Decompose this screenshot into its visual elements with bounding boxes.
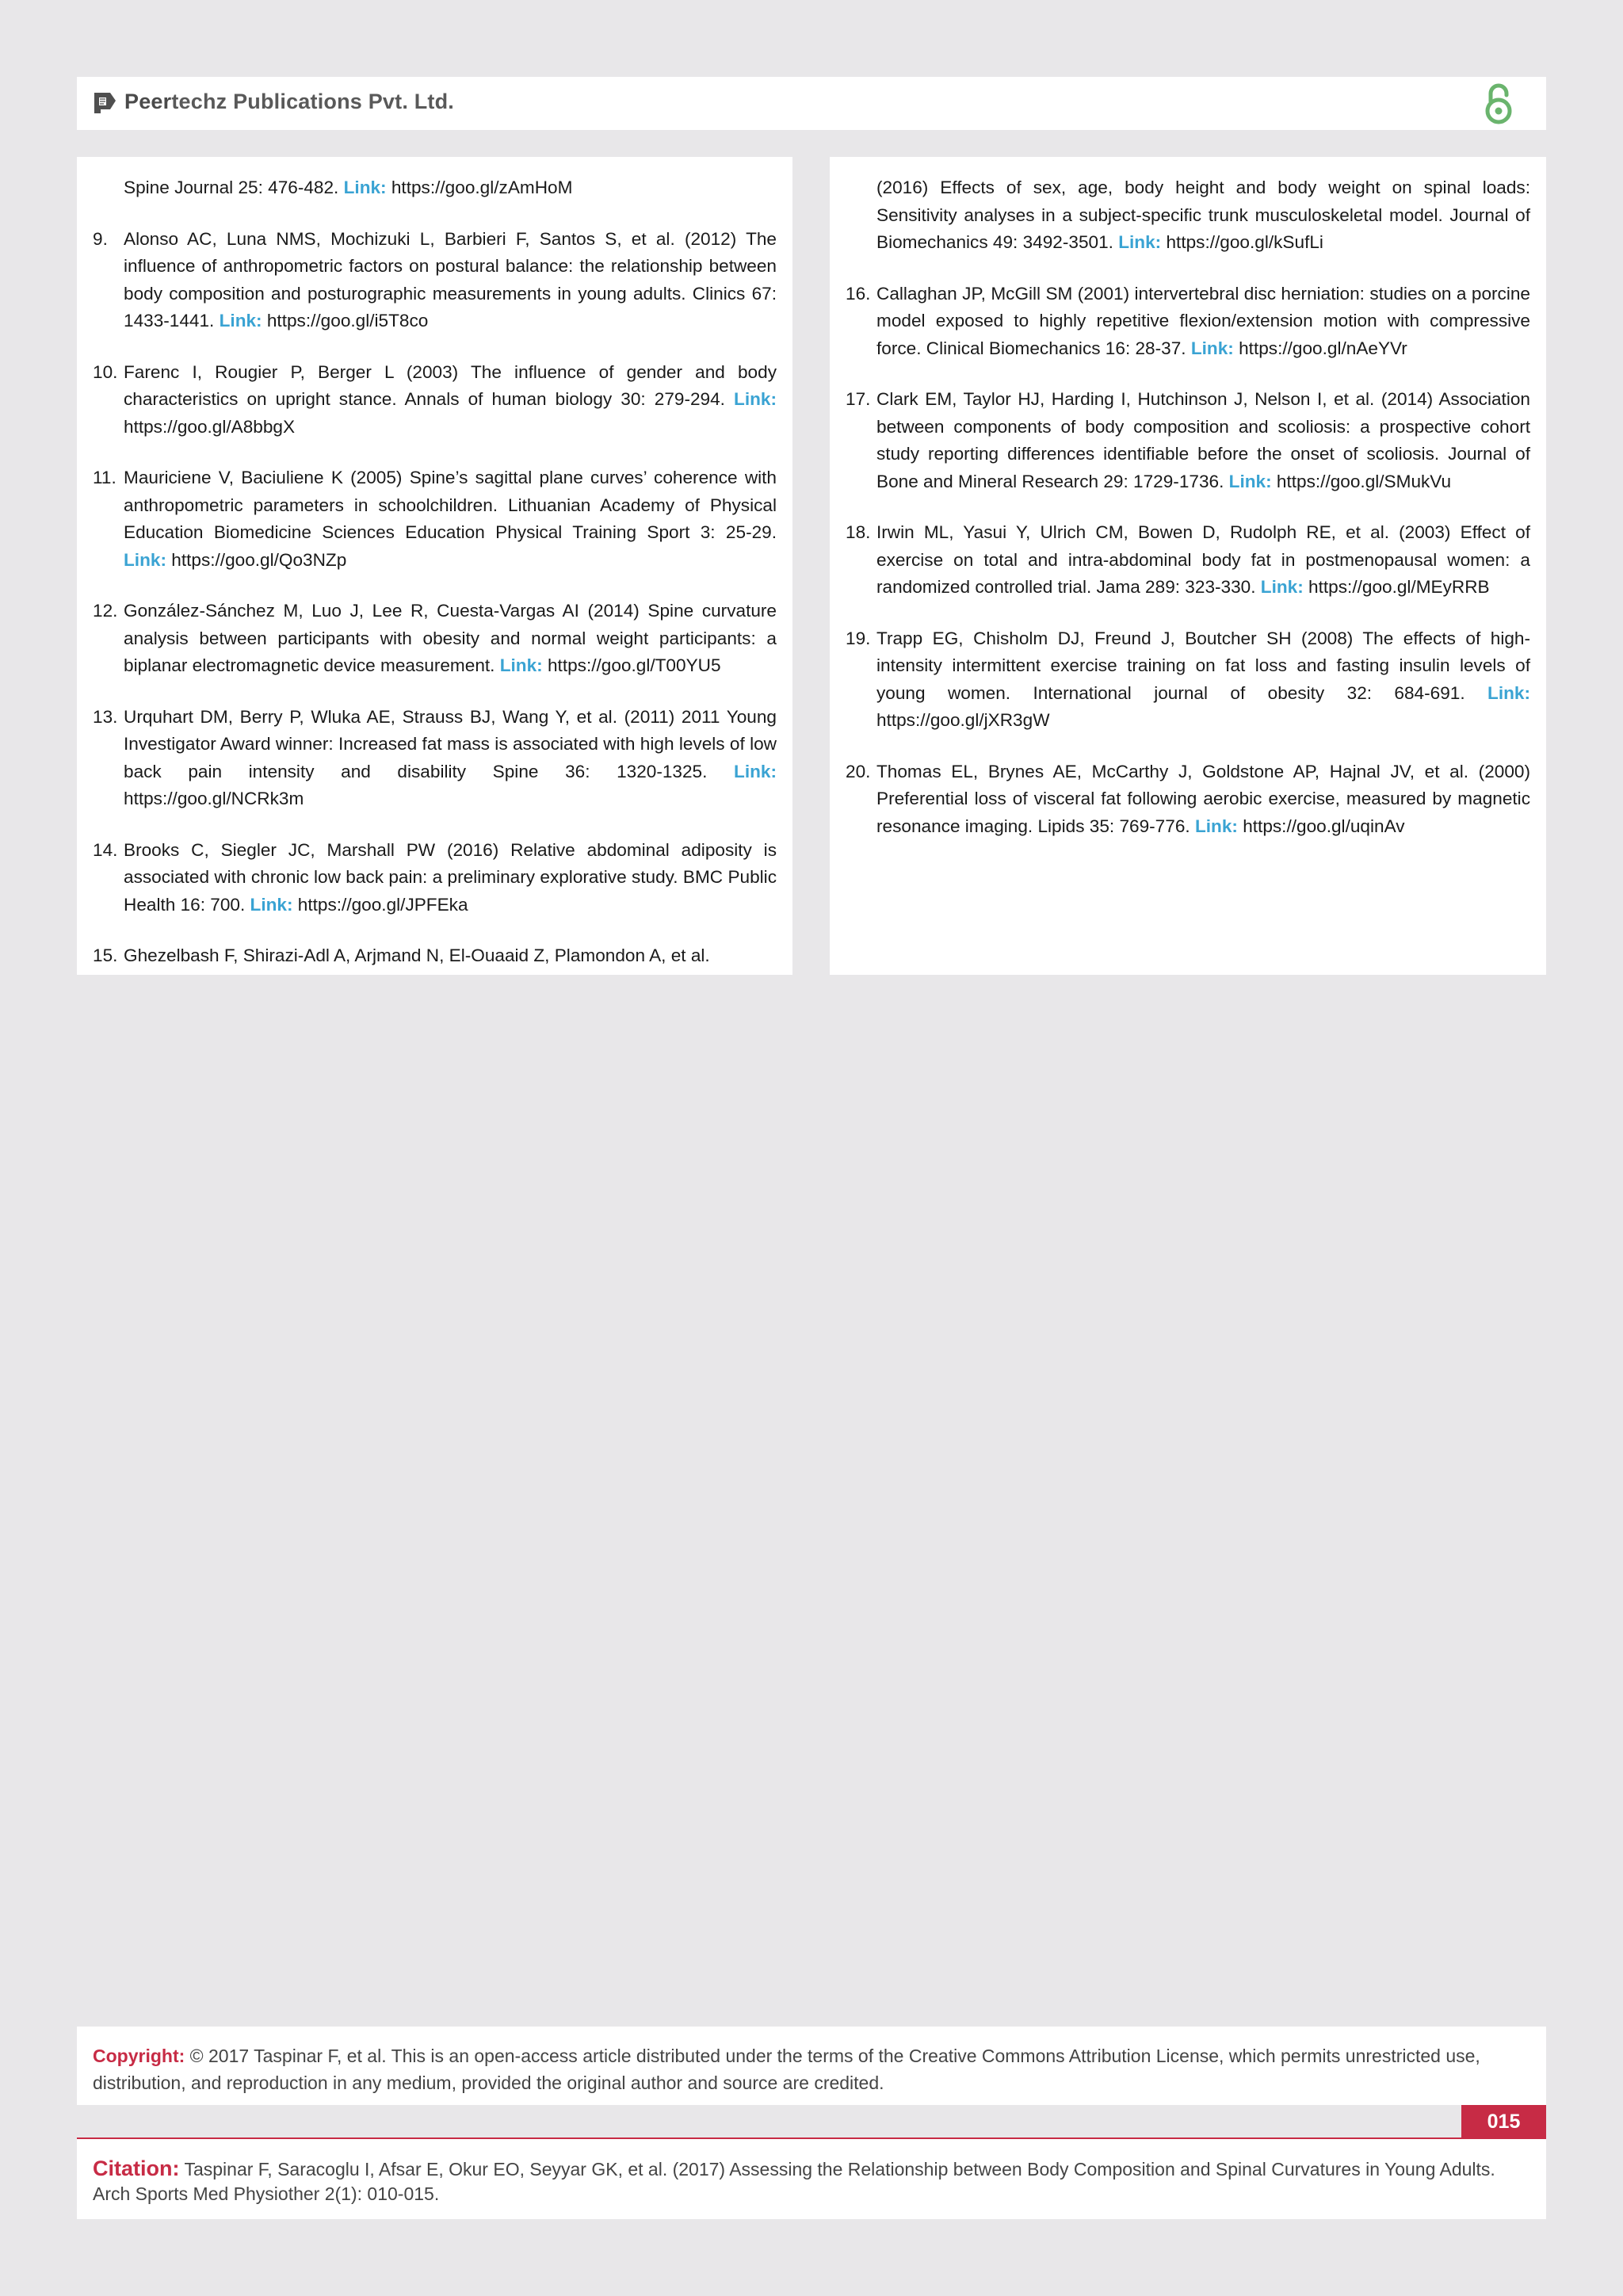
reference-number: 13.: [93, 706, 118, 727]
copyright-label: Copyright:: [93, 2046, 185, 2066]
reference-number: 16.: [846, 283, 871, 304]
reference-link-label[interactable]: Link:: [343, 178, 387, 197]
journal-header: [77, 77, 1546, 130]
reference-number: 19.: [846, 628, 871, 648]
reference-link-label[interactable]: Link:: [1260, 577, 1304, 597]
reference-link-label[interactable]: Link:: [734, 389, 777, 409]
reference-item: 11. Mauriciene V, Baciuliene K (2005) Spine’s sagittal plane curves’ coherence with anthropometric parameters in schoolchildren. Lithuanian Academy of Physical Education Biomedicine Sciences Education Physical Training Sport 3: 25-29. Link: https://goo.gl/Qo3NZp: [93, 464, 777, 574]
reference-url[interactable]: https://goo.gl/nAeYVr: [1233, 338, 1407, 358]
reference-number: 15.: [93, 946, 118, 965]
reference-link-label[interactable]: Link:: [734, 761, 777, 781]
reference-url[interactable]: https://goo.gl/Qo3NZp: [166, 549, 347, 570]
reference-url[interactable]: https://goo.gl/kSufLi: [1161, 232, 1323, 252]
citation-text: Taspinar F, Saracoglu I, Afsar E, Okur EO, Seyyar GK, et al. (2017) Assessing the Relationship between Body Composition and Spinal Curvatures in Young Adults. Arch Sports Med Physiother 2(1): 010-015.: [93, 2159, 1495, 2204]
reference-item: 10. Farenc I, Rougier P, Berger L (2003) The influence of gender and body characteristics on upright stance. Annals of human biology 30: 279-294. Link: https://goo.gl/A8bbgX: [93, 359, 777, 441]
reference-item: 13. Urquhart DM, Berry P, Wluka AE, Strauss BJ, Wang Y, et al. (2011) 2011 Young Investigator Award winner: Increased fat mass is associated with high levels of low back pain intensity and disability Spine 36: 1320-1325. Link: https://goo.gl/NCRk3m: [93, 704, 777, 813]
publisher-brand[interactable]: [91, 88, 454, 115]
reference-link-label[interactable]: Link:: [1190, 338, 1234, 358]
open-access-lock-icon: [1483, 82, 1514, 125]
reference-item: 17. Clark EM, Taylor HJ, Harding I, Hutchinson J, Nelson I, et al. (2014) Association between components of body composition and scoliosis: a prospective cohort study reporting differences identifiable before the onset of scoliosis. Journal of Bone and Mineral Research 29: 1729-1736. Link: https://goo.gl/SMukVu: [846, 386, 1530, 495]
citation-notice: [77, 2139, 1546, 2219]
reference-number: 17.: [846, 389, 871, 409]
citation-label: Citation:: [93, 2157, 180, 2180]
reference-number: 14.: [93, 839, 118, 860]
copyright-text: © 2017 Taspinar F, et al. This is an open-access article distributed under the terms of the Creative Commons Attribution License, which permits unrestricted use, distribution, and reproduction in any medium, provided the original author and source are credited.: [93, 2046, 1480, 2093]
reference-url[interactable]: https://goo.gl/JPFEka: [292, 894, 468, 915]
reference-item: (2016) Effects of sex, age, body height and body weight on spinal loads: Sensitivity analyses in a subject-specific trunk musculoskeletal model. Journal of Biomechanics 49: 3492-3501. Link: https://goo.gl/kSufLi: [876, 178, 1530, 252]
reference-number: 10.: [93, 361, 118, 382]
reference-item: 9. Alonso AC, Luna NMS, Mochizuki L, Barbieri F, Santos S, et al. (2012) The influence of anthropometric factors on postural balance: the relationship between body composition and posturographic measurements in young adults. Clinics 67: 1433-1441. Link: https://goo.gl/i5T8co: [93, 226, 777, 335]
page-number-badge: 015: [1461, 2105, 1546, 2139]
reference-url[interactable]: https://goo.gl/jXR3gW: [876, 710, 1050, 730]
reference-link-label[interactable]: Link:: [1487, 682, 1530, 703]
reference-link-label[interactable]: Link:: [219, 311, 262, 330]
reference-url[interactable]: https://goo.gl/T00YU5: [542, 655, 721, 675]
peertechz-logo-icon: [91, 88, 118, 115]
references-right-column: [830, 157, 1546, 975]
reference-link-label[interactable]: Link:: [124, 549, 166, 570]
reference-item: 18. Irwin ML, Yasui Y, Ulrich CM, Bowen D, Rudolph RE, et al. (2003) Effect of exercise on total and intra-abdominal body fat in postmenopausal women: a randomized controlled trial. Jama 289: 323-330. Link: https://goo.gl/MEyRRB: [846, 519, 1530, 602]
reference-url[interactable]: https://goo.gl/MEyRRB: [1303, 577, 1490, 597]
reference-url[interactable]: https://goo.gl/NCRk3m: [124, 789, 304, 808]
reference-url[interactable]: https://goo.gl/uqinAv: [1237, 816, 1405, 836]
reference-item: 14. Brooks C, Siegler JC, Marshall PW (2016) Relative abdominal adiposity is associated with chronic low back pain: a preliminary explorative study. BMC Public Health 16: 700. Link: https://goo.gl/JPFEka: [93, 837, 777, 919]
reference-link-label[interactable]: Link:: [250, 894, 293, 915]
reference-item: 15. Ghezelbash F, Shirazi-Adl A, Arjmand N, El-Ouaaid Z, Plamondon A, et al.: [93, 942, 777, 970]
reference-number: 20.: [846, 761, 871, 781]
reference-link-label[interactable]: Link:: [499, 655, 543, 675]
reference-item: 19. Trapp EG, Chisholm DJ, Freund J, Boutcher SH (2008) The effects of high-intensity intermittent exercise training on fat loss and fasting insulin levels of young women. International journal of obesity 32: 684-691. Link: https://goo.gl/jXR3gW: [846, 625, 1530, 735]
reference-item: 12. González-Sánchez M, Luo J, Lee R, Cuesta-Vargas AI (2014) Spine curvature analysis between participants with obesity and normal weight participants: a biplanar electromagnetic device measurement. Link: https://goo.gl/T00YU5: [93, 598, 777, 680]
reference-link-label[interactable]: Link:: [1194, 816, 1238, 836]
publisher-name: Peertechz Publications Pvt. Ltd.: [124, 89, 454, 113]
reference-item: 16. Callaghan JP, McGill SM (2001) intervertebral disc herniation: studies on a porcine model exposed to highly repetitive flexion/extension motion with compressive force. Clinical Biomechanics 16: 28-37. Link: https://goo.gl/nAeYVr: [846, 281, 1530, 363]
reference-url[interactable]: https://goo.gl/A8bbgX: [124, 416, 296, 437]
reference-item: 20. Thomas EL, Brynes AE, McCarthy J, Goldstone AP, Hajnal JV, et al. (2000) Preferential loss of visceral fat following aerobic exercise, measured by magnetic resonance imaging. Lipids 35: 769-776. Link: https://goo.gl/uqinAv: [846, 758, 1530, 841]
copyright-notice: [77, 2027, 1546, 2105]
reference-item: Spine Journal 25: 476-482. Link: https://goo.gl/zAmHoM: [124, 178, 573, 197]
reference-number: 18.: [846, 522, 871, 542]
reference-link-label[interactable]: Link:: [1228, 471, 1272, 491]
reference-number: 12.: [93, 601, 118, 621]
reference-number: 11.: [93, 468, 116, 487]
reference-url[interactable]: https://goo.gl/SMukVu: [1271, 471, 1452, 491]
reference-number: 9.: [93, 228, 108, 249]
reference-url[interactable]: https://goo.gl/i5T8co: [262, 311, 429, 330]
reference-link-label[interactable]: Link:: [1118, 232, 1162, 252]
reference-url[interactable]: https://goo.gl/zAmHoM: [386, 178, 573, 197]
references-left-column: [77, 157, 792, 975]
